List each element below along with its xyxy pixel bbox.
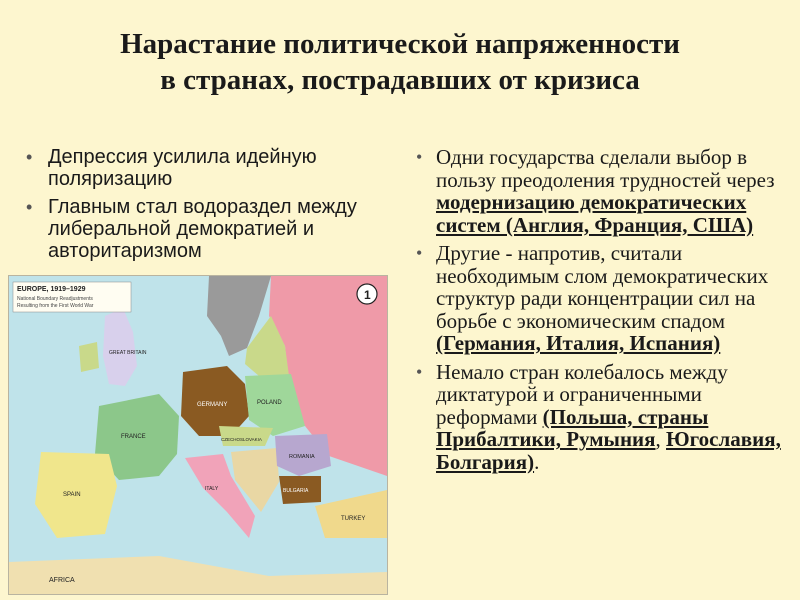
right-bullet-emphasis: (Польша, страны Прибалтики, Румыния: [436, 404, 709, 451]
right-bullet-emphasis: модернизацию демократических систем (Англия, Франция, США): [436, 190, 754, 237]
slide-title: [0, 26, 800, 98]
label-bulgaria: BULGARIA: [283, 488, 309, 494]
right-bullet-separator: ,: [655, 427, 667, 451]
label-spain: SPAIN: [63, 492, 81, 498]
left-bullet-text: Главным стал водораздел между либеральной демократией и авторитаризмом: [48, 196, 357, 262]
right-bullet-text: Другие - напротив, считали необходимым слом демократических структур ради концентрации сил на борьбе с экономическим спадом: [436, 241, 769, 333]
ireland-region: [79, 342, 99, 372]
left-bullet-item: [16, 146, 396, 190]
right-bullet-end: .: [534, 449, 540, 474]
label-turkey: TURKEY: [341, 516, 366, 522]
right-bullet-text: Одни государства сделали выбор в пользу преодоления трудностей через: [436, 145, 775, 192]
label-great-britain: GREAT BRITAIN: [109, 350, 147, 356]
right-bullet-emphasis: Югославия, Болгария): [436, 427, 781, 474]
label-germany: GERMANY: [197, 402, 228, 408]
right-bullet-emphasis: (Германия, Италия, Испания): [436, 331, 721, 355]
map-header-sub2: Resulting from the First World War: [17, 303, 94, 309]
label-italy: ITALY: [205, 486, 219, 492]
czechoslovakia-region: [219, 426, 273, 446]
right-bullet-item: [414, 361, 794, 474]
right-bullet-text: Немало стран колебалось между диктатурой и ограниченными реформами: [436, 359, 728, 429]
map-header-sub1: National Boundary Readjustments: [17, 296, 93, 302]
label-czechoslovakia: CZECHOSLOVAKIA: [221, 437, 262, 442]
right-bullet-item: [414, 146, 794, 236]
label-romania: ROMANIA: [289, 454, 315, 460]
label-africa: AFRICA: [49, 577, 75, 584]
left-bullet-list: [16, 146, 396, 268]
map-header-title: EUROPE, 1919–1929: [17, 286, 86, 293]
bullet-icon: •: [416, 361, 423, 382]
bullet-icon: •: [26, 197, 33, 217]
right-bullet-list: [414, 146, 794, 479]
map-badge-number: 1: [364, 288, 371, 302]
title-line-2: в странах, пострадавших от кризиса: [160, 64, 640, 96]
right-bullet-item: [414, 242, 794, 355]
bullet-icon: •: [416, 243, 423, 263]
europe-map-svg: [9, 276, 387, 594]
left-bullet-text: Депрессия усилила идейную поляризацию: [48, 146, 317, 190]
label-france: FRANCE: [121, 434, 146, 440]
europe-map: [8, 275, 388, 595]
title-line-1: Нарастание политической напряженности: [120, 28, 680, 60]
label-poland: POLAND: [257, 400, 282, 406]
bullet-icon: •: [416, 147, 423, 167]
left-bullet-item: [16, 196, 396, 262]
bullet-icon: •: [26, 147, 33, 167]
